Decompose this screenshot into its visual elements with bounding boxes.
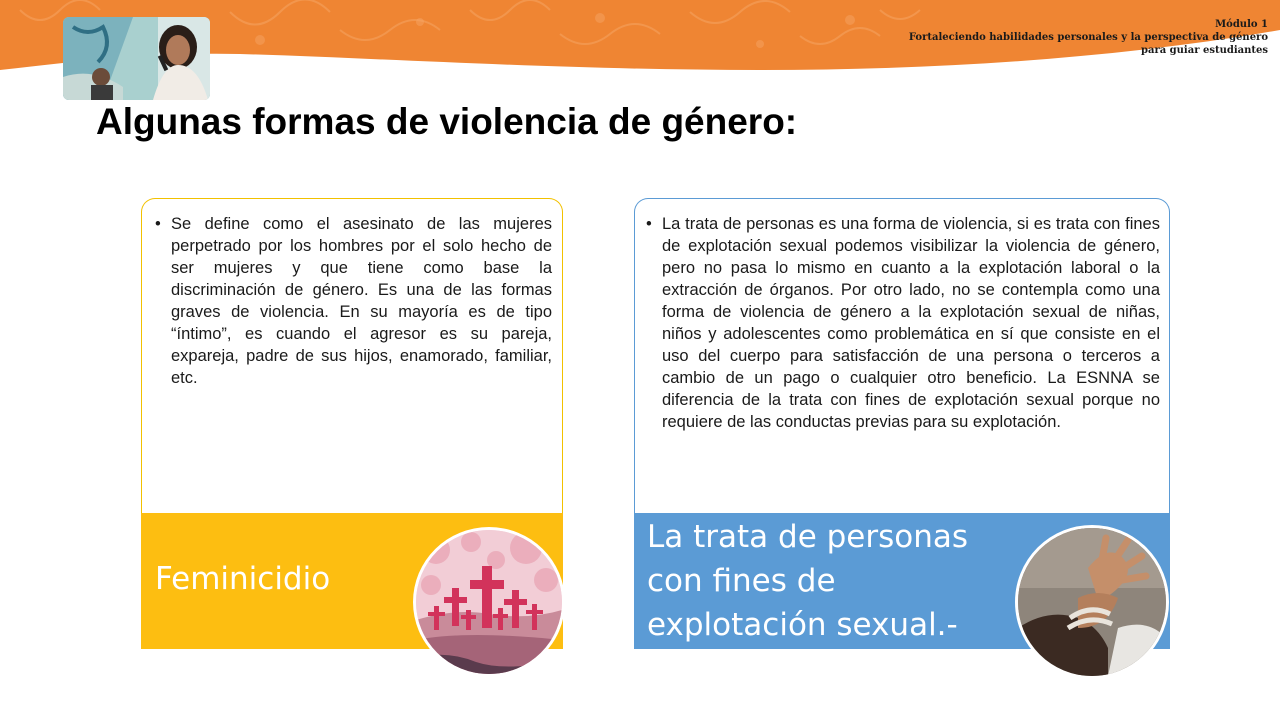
feminicidio-card	[141, 198, 563, 513]
trata-description: • La trata de personas es una forma de violencia, si es trata con fines de explotación sexual podemos visibilizar la violencia de género, pero no pasa lo mismo en cuanto a la explotación laboral o la extracción de órganos. Por otro lado, no se contempla como una forma de violencia de género a la explotación sexual de niñas, niños y adolescentes como problemática en sí que consiste en el uso del cuerpo para satisfacción de una persona o terceros a cambio de un pago o cualquier otro beneficio. La ESNNA se diferencia de la trata con fines de explotación sexual porque no requiere de las conductas previas para su explotación.	[662, 213, 1160, 433]
feminicidio-label: Feminicidio	[155, 561, 331, 597]
feminicidio-bullet-list	[171, 213, 552, 389]
bound-hands-icon	[1018, 528, 1166, 676]
woman-speaking-photo-icon	[63, 17, 210, 100]
page-title: Algunas formas de violencia de género:	[96, 101, 798, 142]
trata-bullet-list	[662, 213, 1160, 433]
trata-card	[634, 198, 1170, 513]
bound-hands-image	[1015, 525, 1169, 679]
module-subtitle: Fortaleciendo habilidades personales y la perspectiva de género para guiar estudiantes	[908, 32, 1268, 56]
module-title: Módulo 1	[1215, 19, 1268, 30]
crosses-memorial-image	[413, 527, 565, 677]
pink-crosses-icon	[416, 530, 562, 674]
header-photo	[63, 17, 210, 100]
trata-label: La trata de personas con fines de explotación sexual.-	[647, 519, 969, 643]
feminicidio-description: • Se define como el asesinato de las mujeres perpetrado por los hombres por el solo hecho de ser mujeres y que tiene como base la discriminación de género. Es una de las formas graves de violencia. En su mayoría es de tipo “íntimo”, es cuando el agresor es su pareja, expareja, padre de sus hijos, enamorado, familiar, etc.	[171, 213, 552, 389]
module-info	[908, 18, 1268, 57]
